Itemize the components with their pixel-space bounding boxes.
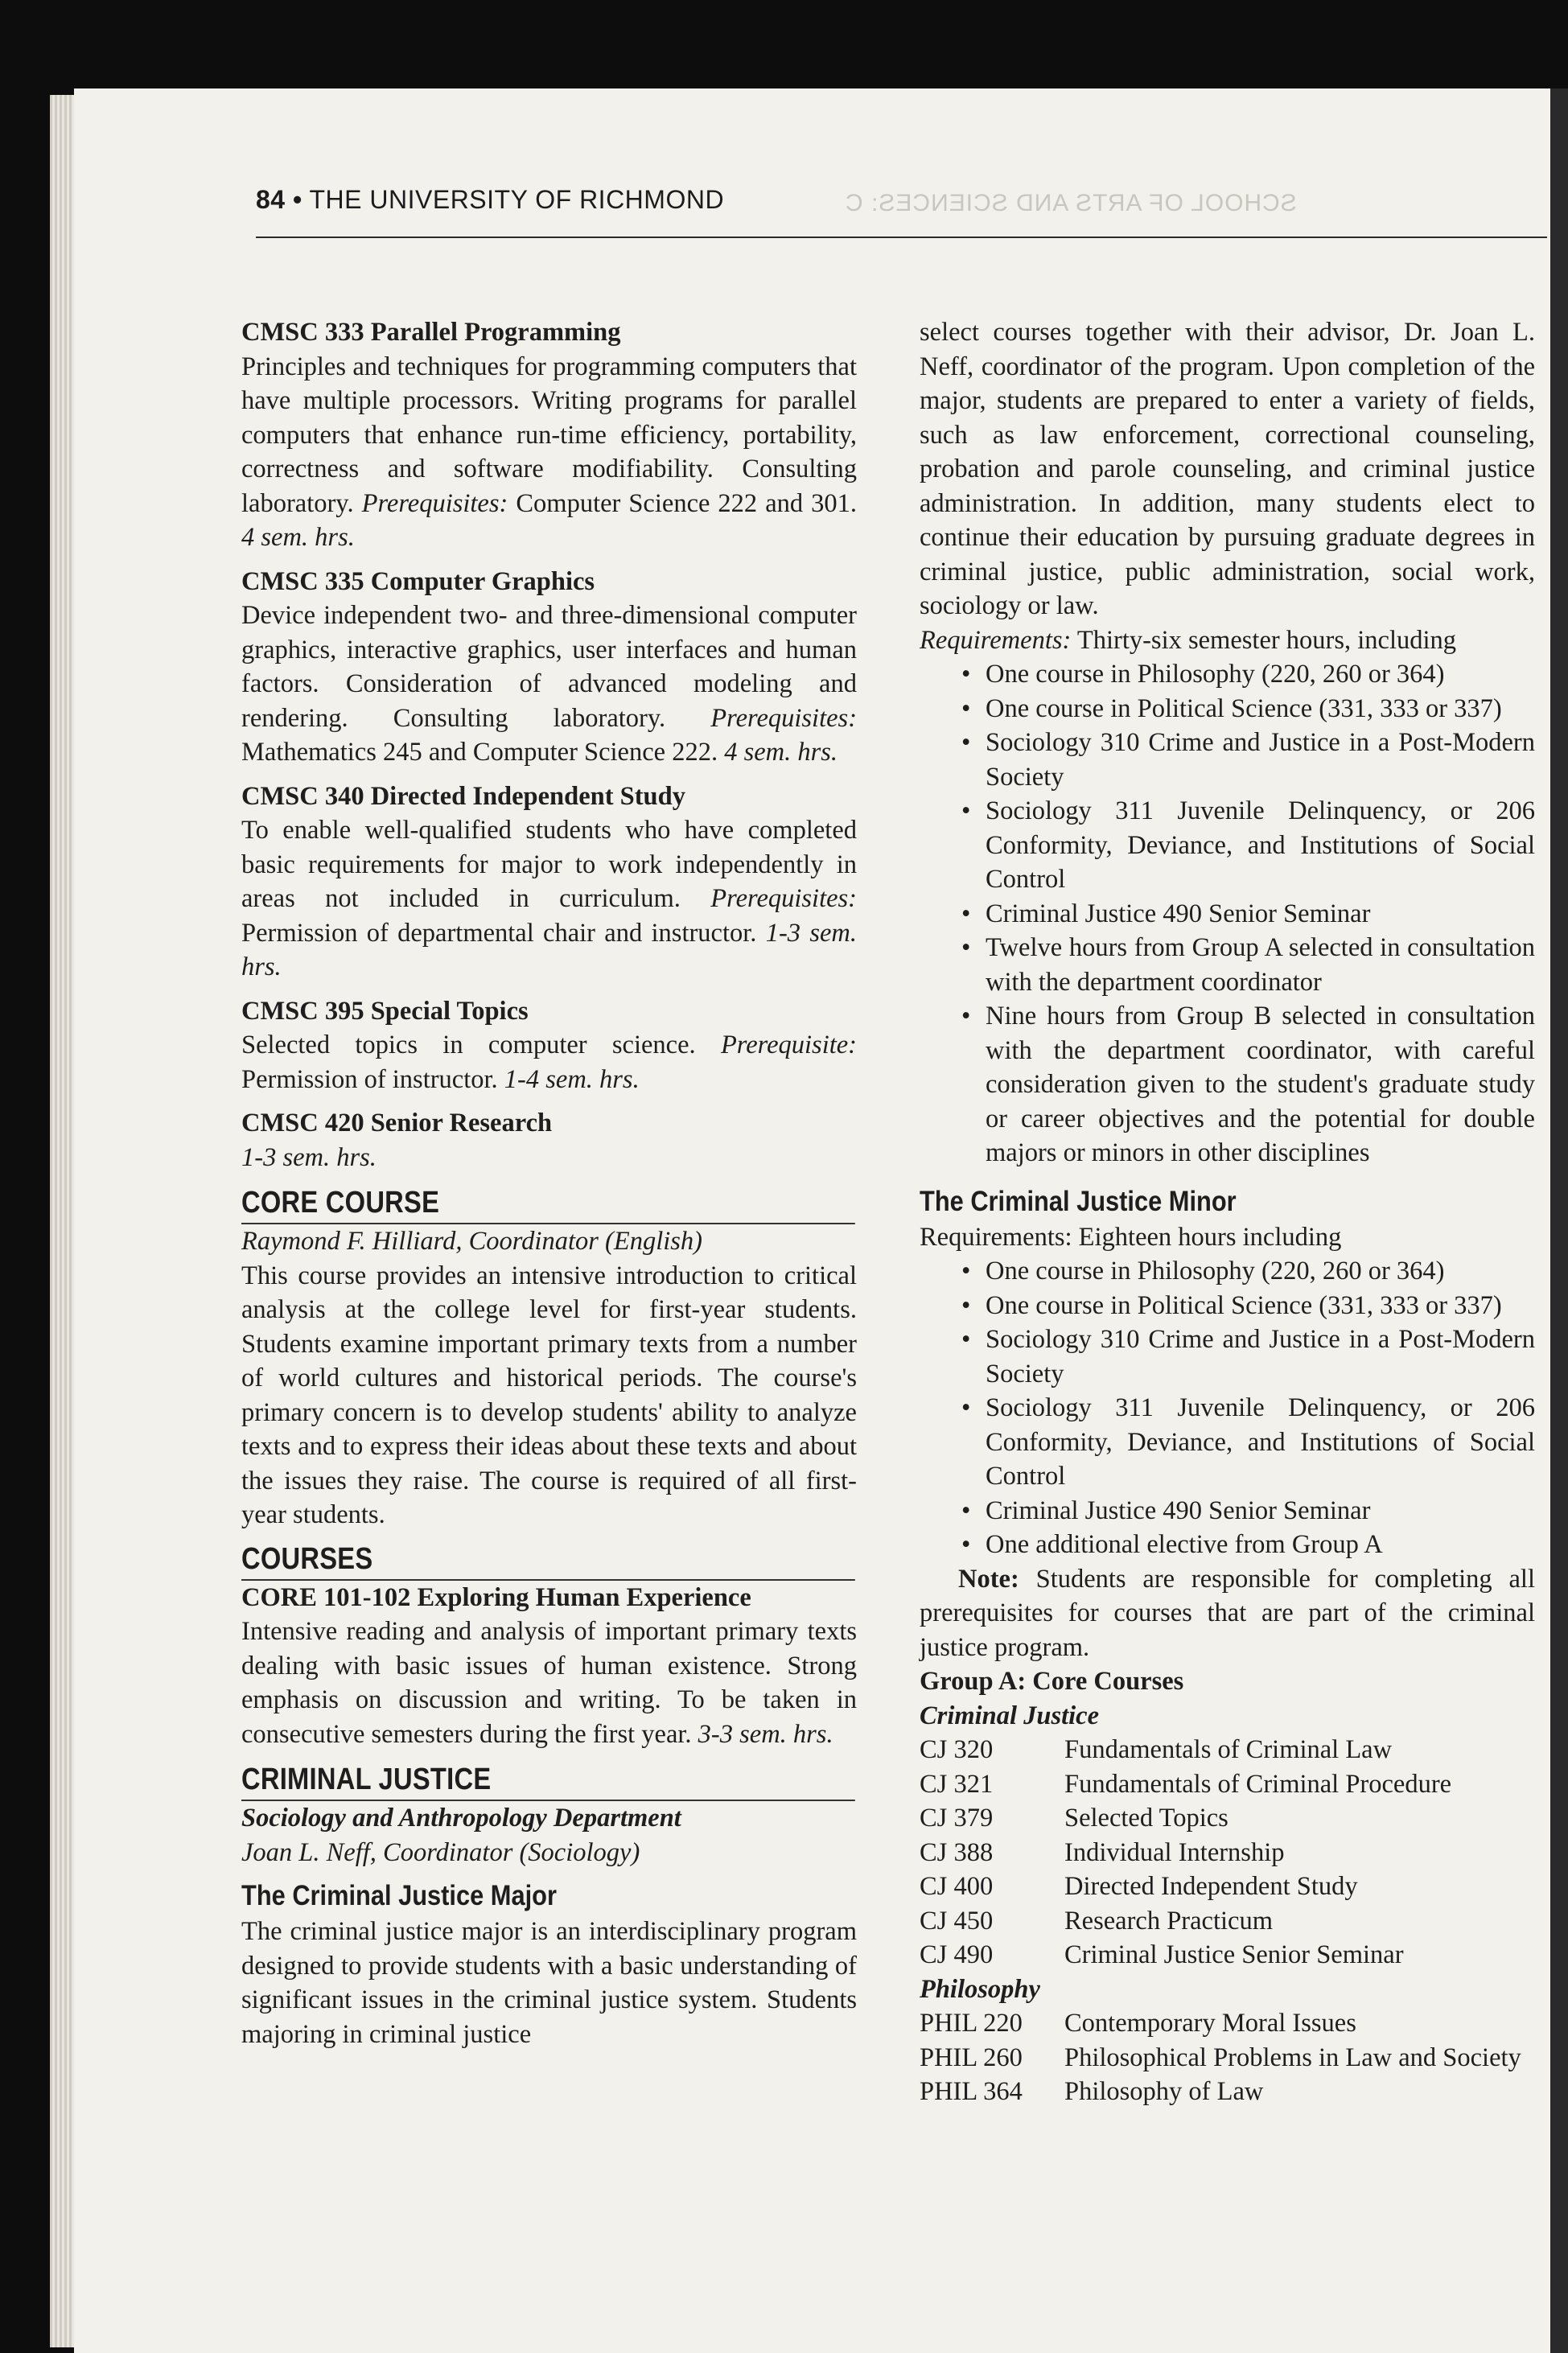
running-header xyxy=(256,185,724,215)
department-name: Sociology and Anthropology Department xyxy=(241,1804,681,1833)
section-heading-criminal-justice: CRIMINAL JUSTICE xyxy=(241,1761,855,1801)
coordinator-byline: Joan L. Neff, Coordinator (Sociology) xyxy=(241,1837,640,1867)
course-entry xyxy=(241,565,857,770)
course-entry xyxy=(241,315,857,555)
course-title: CMSC 333 Parallel Programming xyxy=(241,318,621,347)
table-row: CJ 400 Directed Independent Study xyxy=(920,1872,1358,1901)
list-item: • One course in Philosophy (220, 260 or 364) xyxy=(920,657,1535,692)
table-row: CJ 379 Selected Topics xyxy=(920,1804,1228,1833)
table-row: PHIL 364 Philosophy of Law xyxy=(920,2077,1264,2106)
course-entry xyxy=(241,1106,857,1174)
course-description: Principles and techniques for programming computers that have multiple processors. Writing programs for parallel computers that enhance run-time efficiency, portability, correctness and software modifiability. Consulting laboratory. Prerequisites: Computer Science 222 and 301. 4 sem. hrs. xyxy=(241,352,858,552)
course-title: CMSC 395 Special Topics xyxy=(241,996,529,1026)
table-row: CJ 388 Individual Internship xyxy=(920,1837,1285,1867)
list-item: • Sociology 310 Crime and Justice in a Post-Modern Society xyxy=(920,726,1535,794)
header-rule xyxy=(256,237,1547,238)
page-stack-edges xyxy=(50,95,74,2347)
major-description: The criminal justice major is an interdisciplinary program designed to provide students with a basic understanding of significant issues in the criminal justice system. Students majoring in criminal justice xyxy=(241,1917,857,2049)
course-title: CMSC 340 Directed Independent Study xyxy=(241,781,685,811)
course-description: Selected topics in computer science. Prerequisite: Permission of instructor. 1-4 sem. hrs. xyxy=(241,1030,858,1094)
group-a-heading: Group A: Core Courses xyxy=(920,1667,1184,1696)
course-description: Device independent two- and three-dimensional computer graphics, interactive graphics, user interfaces and human factors. Consideration of advanced modeling and rendering. Consulting laboratory. Prerequisites: Mathematics 245 and Computer Science 222. 4 sem. hrs. xyxy=(241,601,858,767)
list-item: • Criminal Justice 490 Senior Seminar xyxy=(920,1494,1535,1528)
table-row: CJ 450 Research Practicum xyxy=(920,1906,1273,1935)
section-heading-courses: COURSES xyxy=(241,1541,855,1581)
minor-note: Note: Students are responsible for completing all prerequisites for courses that are part of the criminal justice program. xyxy=(920,1564,1535,1662)
core-course-description: This course provides an intensive introduction to critical analysis at the college level for first-year students. Students examine important primary texts from a number of world cultures and historical periods. The course's primary concern is to develop students' ability to analyze texts and to express their ideas about these texts and about the issues they raise. The course is required of all first-year students. xyxy=(241,1261,857,1529)
page-number: 84 xyxy=(256,185,286,214)
course-hours: 1-3 sem. hrs. xyxy=(241,1142,377,1172)
major-requirements-line: Requirements: Thirty-six semester hours, including xyxy=(920,625,1457,655)
list-item: • Criminal Justice 490 Senior Seminar xyxy=(920,897,1535,932)
table-row: PHIL 260 Philosophical Problems in Law and Society xyxy=(920,2042,1521,2072)
course-description: To enable well-qualified students who have completed basic requirements for major to work independently in areas not included in curriculum. Prerequisites: Permission of departmental chair and instructor. 1-3 sem. hrs. xyxy=(241,816,858,981)
list-item: • Sociology 311 Juvenile Delinquency, or 206 Conformity, Deviance, and Institutions of Social Control xyxy=(920,1391,1535,1494)
list-item: • Sociology 310 Crime and Justice in a Post-Modern Society xyxy=(920,1323,1535,1391)
coordinator-byline: Raymond F. Hilliard, Coordinator (English) xyxy=(241,1227,702,1256)
minor-requirements-line: Requirements: Eighteen hours including xyxy=(920,1222,1342,1252)
course-title: CORE 101-102 Exploring Human Experience xyxy=(241,1582,751,1612)
list-item: • Nine hours from Group B selected in consultation with the department coordinator, with careful consideration given to the student's graduate study or career objectives and the potential for double majors or minors in other disciplines xyxy=(920,999,1535,1170)
course-title: CMSC 335 Computer Graphics xyxy=(241,566,595,596)
section-heading-core-course: CORE COURSE xyxy=(241,1184,855,1224)
header-separator: • xyxy=(292,185,302,214)
right-column xyxy=(920,315,1535,2109)
table-row: CJ 490 Criminal Justice Senior Seminar xyxy=(920,1940,1404,1969)
course-entry xyxy=(241,780,857,985)
list-item: • One course in Political Science (331, 333 or 337) xyxy=(920,1289,1535,1323)
major-description-continued: select courses together with their advisor, Dr. Joan L. Neff, coordinator of the program. Upon completion of the major, students are prepared to enter a variety of fields, such as law enforcement, correctional counseling, probation and parole counseling, and criminal justice administration. In addition, many students elect to continue their education by pursuing graduate degrees in criminal justice, public administration, social work, sociology or law. xyxy=(920,318,1535,620)
subsection-heading-minor: The Criminal Justice Minor xyxy=(920,1185,1237,1217)
list-item: • One course in Political Science (331, 333 or 337) xyxy=(920,692,1535,726)
phil-course-list xyxy=(920,2006,1535,2109)
list-item: • One course in Philosophy (220, 260 or 364) xyxy=(920,1254,1535,1289)
binding-shadow xyxy=(1550,88,1568,2353)
philosophy-subheading: Philosophy xyxy=(920,1974,1040,2004)
course-description: Intensive reading and analysis of important primary texts dealing with basic issues of human existence. Strong emphasis on discussion and writing. To be taken in consecutive semesters during the first year. 3-3 sem. hrs. xyxy=(241,1617,857,1749)
minor-requirements-list xyxy=(920,1254,1535,1562)
bleed-through-text: SCHOOL OF ARTS AND SCIENCES: C xyxy=(845,190,1297,216)
major-requirements-list xyxy=(920,657,1535,1170)
course-title: CMSC 420 Senior Research xyxy=(241,1109,553,1137)
table-row: PHIL 220 Contemporary Moral Issues xyxy=(920,2009,1356,2038)
course-entry xyxy=(241,994,857,1097)
header-title: THE UNIVERSITY OF RICHMOND xyxy=(309,185,725,214)
course-entry xyxy=(241,1581,857,1752)
left-column xyxy=(241,315,857,2051)
list-item: • Twelve hours from Group A selected in consultation with the department coordinator xyxy=(920,931,1535,999)
table-row: CJ 321 Fundamentals of Criminal Procedure xyxy=(920,1769,1452,1799)
criminal-justice-subheading: Criminal Justice xyxy=(920,1701,1100,1730)
table-row: CJ 320 Fundamentals of Criminal Law xyxy=(920,1735,1393,1764)
list-item: • One additional elective from Group A xyxy=(920,1528,1535,1562)
subsection-heading-major: The Criminal Justice Major xyxy=(241,1880,557,1911)
cj-course-list xyxy=(920,1733,1535,1972)
list-item: • Sociology 311 Juvenile Delinquency, or 206 Conformity, Deviance, and Institutions of Social Control xyxy=(920,794,1535,897)
